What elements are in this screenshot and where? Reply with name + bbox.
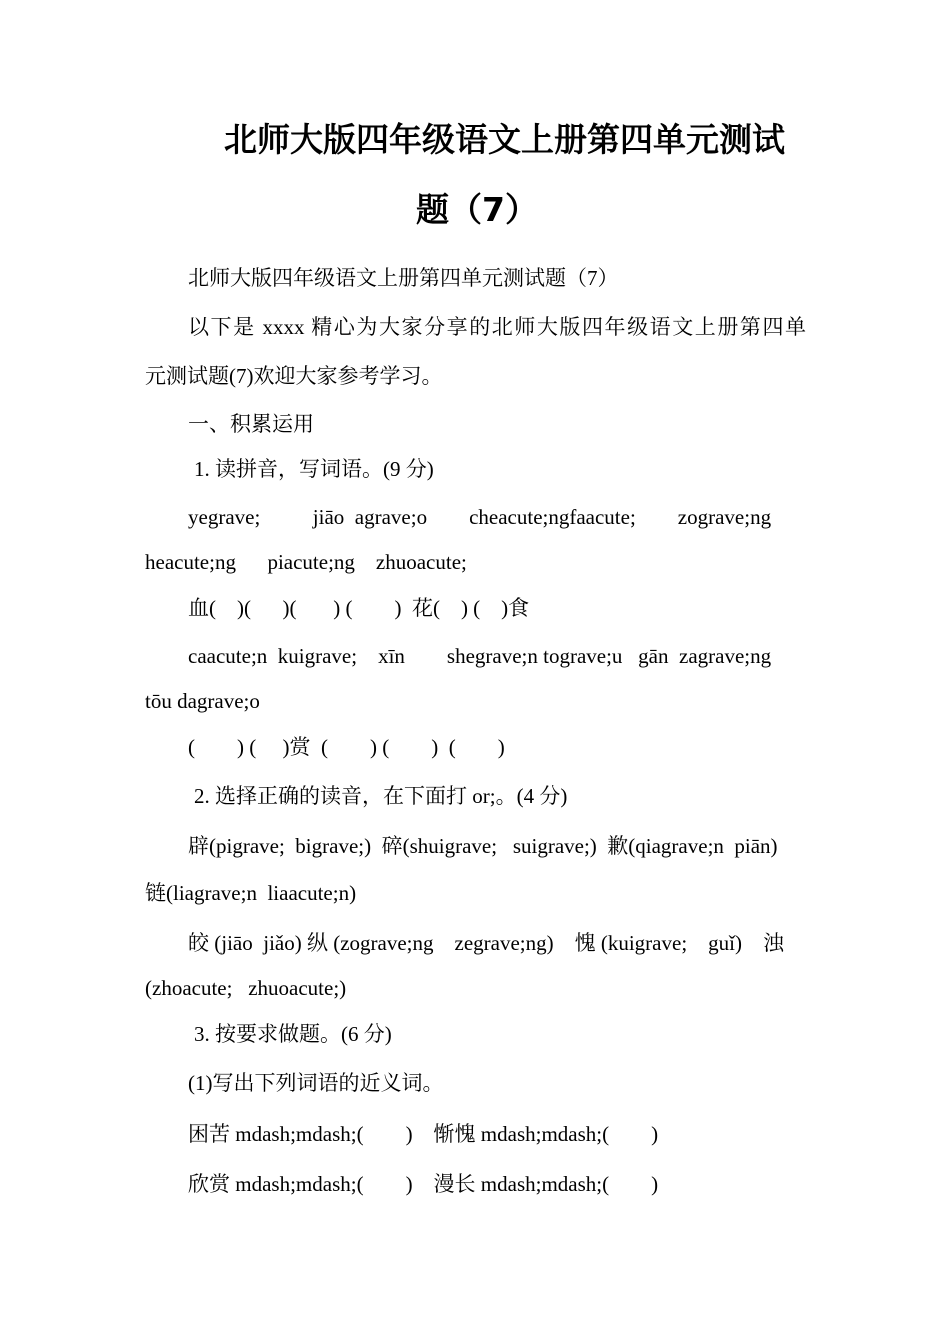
document-title-line2: 题（7）: [416, 190, 538, 229]
q3-row1: 困苦 mdash;mdash;( ) 惭愧 mdash;mdash;( ): [188, 1122, 659, 1146]
q1-pinyin-row2-a: caacute;n kuigrave; xīn shegrave;n tograve;u gān zagrave;ng: [188, 644, 772, 668]
q1-pinyin-row1-a: yegrave; jiāo agrave;o cheacute;ngfaacute; zograve;ng: [188, 505, 772, 529]
q2-row2-a: 皎 (jiāo jiǎo) 纵 (zograve;ng zegrave;ng) 愧 (kuigrave; guǐ) 浊: [188, 931, 784, 955]
q1-blanks-row2: ( ) ( )赏 ( ) ( ) ( ): [188, 735, 505, 759]
question2-title: 2. 选择正确的读音，在下面打 or;。(4 分): [194, 784, 568, 808]
q3-row2: 欣赏 mdash;mdash;( ) 漫长 mdash;mdash;( ): [188, 1172, 659, 1196]
q2-row1-a: 辟(pigrave; bigrave;) 碎(shuigrave; suigrave;) 歉(qiagrave;n piān): [188, 834, 778, 858]
q1-blanks-row1: 血( )( )( ) ( ) 花( ) ( )食: [188, 596, 530, 620]
q2-row2-b: (zhoacute; zhuoacute;): [145, 976, 347, 1000]
subtitle: 北师大版四年级语文上册第四单元测试题（7）: [188, 266, 619, 290]
q1-pinyin-row1-b: heacute;ng piacute;ng zhuoacute;: [145, 550, 467, 574]
q1-pinyin-row2-b: tōu dagrave;o: [145, 689, 260, 713]
section-heading: 一、积累运用: [188, 412, 314, 436]
question3-title: 3. 按要求做题。(6 分): [194, 1022, 392, 1046]
document-title-line1: 北师大版四年级语文上册第四单元测试: [224, 120, 785, 159]
q3-subquestion1: (1)写出下列词语的近义词。: [188, 1071, 444, 1095]
question1-title: 1. 读拼音，写词语。(9 分): [194, 457, 434, 481]
q2-row1-b: 链(liagrave;n liaacute;n): [145, 881, 357, 905]
intro-line2: 元测试题(7)欢迎大家参考学习。: [145, 364, 443, 388]
intro-line1: 以下是 xxxx 精心为大家分享的北师大版四年级语文上册第四单: [188, 315, 806, 339]
